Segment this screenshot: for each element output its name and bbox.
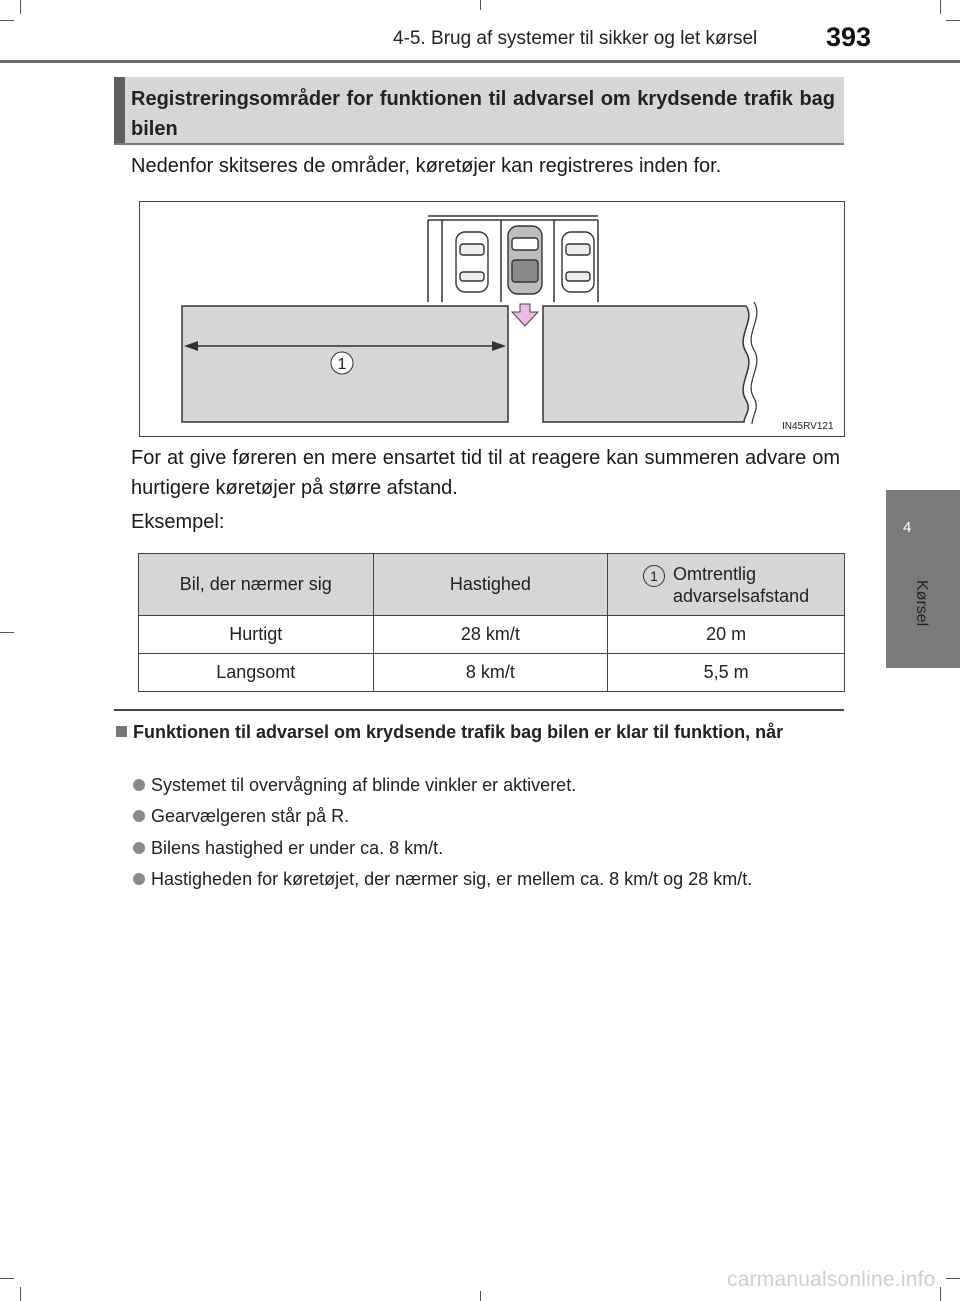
header-line: Omtrentlig [673,563,757,584]
header-rule [0,60,960,63]
list-item [133,836,443,860]
page-number: 393 [826,22,872,52]
detection-area-figure [139,201,845,437]
bullet-dot-icon [133,779,145,791]
crop-mark [0,1278,14,1279]
square-bullet-icon [116,726,127,737]
warning-distance-table [138,553,845,692]
conditions-heading-text: Funktionen til advarsel om krydsende trafik bag bilen er klar til funktion, når [133,722,784,742]
crop-mark [480,0,481,10]
table-header-row [139,554,845,616]
table-cell: 20 m [608,616,845,654]
parked-car-left [456,232,488,292]
list-item [133,773,576,797]
column-header: Bil, der nærmer sig [139,554,374,616]
bullet-dot-icon [133,873,145,885]
intro-text: Nedenfor skitseres de områder, køretøjer kan registreres inden for. [131,155,722,177]
crop-mark [480,1291,481,1301]
callout-badge: 1 [643,565,665,587]
crop-mark [0,632,14,633]
crop-mark [946,1278,960,1279]
crop-mark [20,1287,21,1301]
list-item-text: Bilens hastighed er under ca. 8 km/t. [151,838,444,858]
heading-accent-bar [114,77,125,143]
list-item-text: Hastigheden for køretøjet, der nærmer sig, er mellem ca. 8 km/t og 28 km/t. [151,869,753,889]
table-cell: Hurtigt [139,616,374,654]
table-cell: Langsomt [139,654,374,692]
bullet-dot-icon [133,810,145,822]
road-break-line [751,302,757,424]
table-row [139,654,845,692]
conditions-heading [114,721,844,743]
right-detection-zone [543,306,749,422]
heading-title: Registreringsområder for funktionen til advarsel om krydsende trafik bag bilen [131,88,835,140]
list-item-text: Systemet til overvågning af blinde vinkler er aktiveret. [151,775,577,795]
crop-mark [20,0,21,14]
section-title: 4-5. Brug af systemer til sikker og let kørsel [393,28,758,49]
own-car [508,226,542,294]
table-cell: 5,5 m [608,654,845,692]
column-header: Hastighed [373,554,608,616]
chapter-label: Kørsel [913,580,930,627]
callout-number: 1 [337,356,347,373]
watermark: carmanualsonline.info [727,1268,936,1291]
table-cell: 8 km/t [373,654,608,692]
section-divider [114,709,844,711]
crop-mark [940,0,941,14]
list-item [133,804,349,828]
crop-mark [0,20,14,21]
table-row [139,616,845,654]
chapter-tab [886,490,960,668]
bullet-dot-icon [133,842,145,854]
column-header [608,554,845,616]
list-item [133,867,752,891]
list-item-text: Gearvælgeren står på R. [151,806,350,826]
crop-mark [940,1287,941,1301]
explanation-paragraph: For at give føreren en mere ensartet tid til at reagere kan summeren advare om hurtigere køretøjer på større afstand. [131,447,840,499]
crop-mark [946,20,960,21]
example-label: Eksempel: [131,511,225,533]
figure-illustration [140,202,844,436]
table-cell: 28 km/t [373,616,608,654]
reverse-direction-arrow [512,304,538,326]
chapter-number: 4 [903,519,912,536]
figure-code: IN45RV121 [782,421,834,432]
header-line: advarselsafstand [673,585,810,606]
parked-car-right [562,232,594,292]
